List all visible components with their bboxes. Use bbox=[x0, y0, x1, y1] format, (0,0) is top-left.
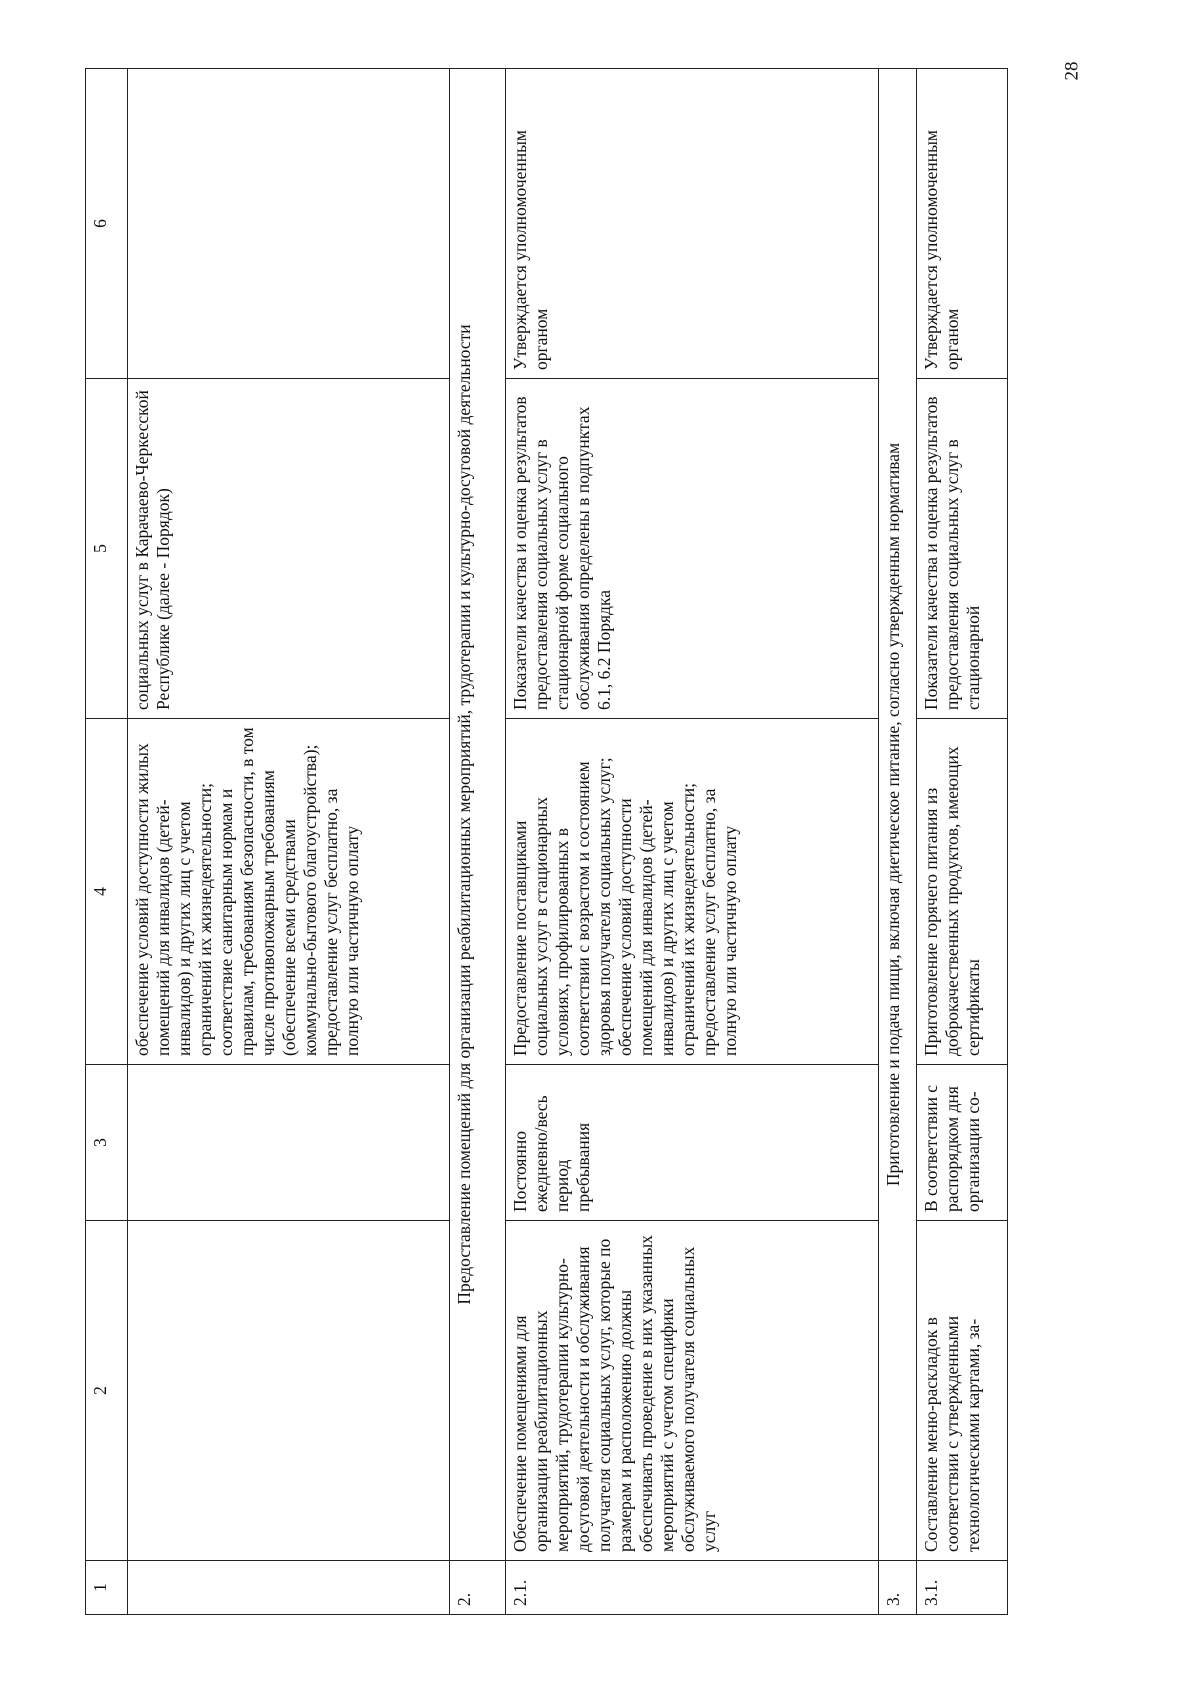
row-3-1-col-6 bbox=[916, 69, 1007, 379]
row-3-1-col-5-text: Показатели качества и оценка результатов предоставления социальных услуг в стационарной bbox=[920, 396, 983, 710]
row-3-1-col-2-text: Составление меню-раскладок в соответствии с утвержденными технологическими картами, за- bbox=[920, 1315, 983, 1552]
continued-col-5: социальных услуг в Карачаево-Черкесской Республике (далее - Порядок) bbox=[127, 379, 449, 719]
row-3-1-col-2 bbox=[916, 1221, 1007, 1561]
section-2-row bbox=[449, 69, 505, 1615]
header-col-5: 5 bbox=[86, 379, 128, 719]
section-2-number: 2. bbox=[449, 1561, 505, 1615]
rotated-table-container bbox=[85, 69, 1008, 1615]
continued-col-2 bbox=[127, 1221, 449, 1561]
row-2-1-col-6: Утверждается уполномоченным органом bbox=[505, 69, 878, 379]
row-2-1-col-3: Постоянно ежедневно/весь период пребывания bbox=[505, 1065, 878, 1221]
row-2-1-number: 2.1. bbox=[505, 1561, 878, 1615]
row-3-1 bbox=[916, 69, 1007, 1615]
continued-col-4: обеспечение условий доступности жилых помещений для инвалидов (детей-инвалидов) и других лиц с учетом ограничений их жизнедеятельности; соответствие санитарным нормам и правилам, требованиям безопасности, в том числе противопожарным требованиям (обеспечение всеми средствами коммунально-бытового благоустройства); предоставление услуг бесплатно, за полную или частичную оплату bbox=[127, 719, 449, 1065]
row-2-1-col-5: Показатели качества и оценка результатов предоставления социальных услуг в стационарной форме социального обслуживания определены в подпунктах 6.1, 6.2 Порядка bbox=[505, 379, 878, 719]
header-col-1: 1 bbox=[86, 1561, 128, 1615]
continued-col-1 bbox=[127, 1561, 449, 1615]
row-3-1-col-4-text: Приготовление горячего питания из доброкачественных продуктов, имеющих сертификаты bbox=[920, 746, 983, 1056]
row-2-1-col-4: Предоставление поставщиками социальных услуг в стационарных условиях, профилированных в соответствии с возрастом и состоянием здоровья получателя социальных услуг; обеспечение условий доступности помещений для инвалидов (детей-инвалидов) и других лиц с учетом ограничений их жизнедеятельности; предоставление услуг бесплатно, за полную или частичную оплату bbox=[505, 719, 878, 1065]
row-2-1 bbox=[505, 69, 878, 1615]
header-col-6: 6 bbox=[86, 69, 128, 379]
header-row bbox=[86, 69, 128, 1615]
header-col-2: 2 bbox=[86, 1221, 128, 1561]
row-3-1-col-5 bbox=[916, 379, 1007, 719]
page-number: 28 bbox=[1061, 61, 1083, 81]
row-3-1-col-3-text: В соответствии с распорядком дня организации со- bbox=[920, 1084, 983, 1212]
header-col-3: 3 bbox=[86, 1065, 128, 1221]
section-2-title: Предоставление помещений для организации реабилитационных мероприятий, трудотерапии и культурно-досуговой деятельности bbox=[449, 69, 505, 1561]
section-3-number: 3. bbox=[878, 1561, 916, 1615]
continued-col-3 bbox=[127, 1065, 449, 1221]
row-3-1-col-6-text: Утверждается уполномоченным органом bbox=[920, 130, 962, 370]
continued-row bbox=[127, 69, 449, 1615]
services-table bbox=[85, 68, 1008, 1615]
row-2-1-col-2: Обеспечение помещениями для организации реабилитационных мероприятий, трудотерапии культурно-досуговой деятельности и обслуживания получателя социальных услуг, которые по размерам и расположению должны обеспечивать проведение в них указанных мероприятий с учетом специфики обслуживаемого получателя социальных услуг bbox=[505, 1221, 878, 1561]
header-col-4: 4 bbox=[86, 719, 128, 1065]
row-3-1-col-4 bbox=[916, 719, 1007, 1065]
row-3-1-number: 3.1. bbox=[916, 1561, 1007, 1615]
section-3-title: Приготовление и подача пищи, включая диетическое питание, согласно утвержденным нормативам bbox=[878, 69, 916, 1561]
continued-col-6 bbox=[127, 69, 449, 379]
section-3-row bbox=[878, 69, 916, 1615]
row-3-1-col-3 bbox=[916, 1065, 1007, 1221]
